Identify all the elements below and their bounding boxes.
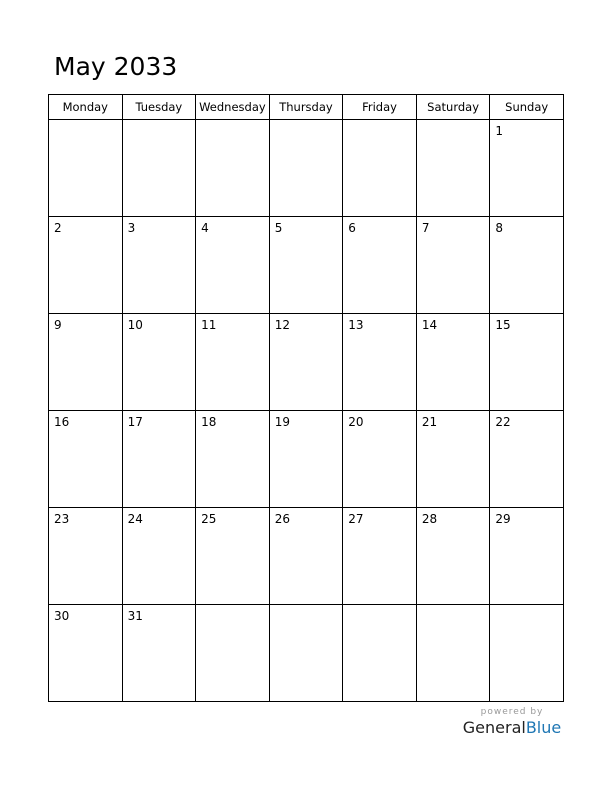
day-cell — [122, 217, 196, 314]
day-number — [270, 120, 343, 124]
day-number: 1 — [495, 124, 504, 138]
week-row-5 — [49, 508, 564, 605]
day-cell — [416, 217, 490, 314]
day-number: 6 — [348, 221, 356, 235]
day-cell — [490, 508, 564, 605]
day-cell — [269, 411, 343, 508]
week-row-4 — [49, 411, 564, 508]
day-cell — [343, 411, 417, 508]
day-cell — [49, 314, 123, 411]
day-cell — [490, 411, 564, 508]
day-number: 2 — [54, 221, 62, 235]
day-number: 24 — [127, 512, 143, 526]
day-number: 21 — [421, 415, 438, 429]
day-cell — [343, 508, 417, 605]
day-number — [417, 120, 490, 124]
day-number: 14 — [421, 318, 438, 332]
day-number — [123, 120, 196, 124]
day-cell — [416, 411, 490, 508]
weekday-thursday: Thursday — [269, 95, 343, 120]
day-number: 4 — [201, 221, 209, 235]
day-number: 10 — [127, 318, 143, 332]
day-cell — [416, 314, 490, 411]
day-number: 18 — [201, 415, 217, 429]
weekday-wednesday: Wednesday — [196, 95, 270, 120]
day-cell — [269, 120, 343, 217]
brand-name-blue: Blue — [525, 718, 562, 737]
day-cell — [122, 605, 196, 702]
day-cell — [343, 314, 417, 411]
day-number — [343, 605, 416, 609]
day-number — [343, 120, 416, 124]
brand-logo — [462, 718, 562, 738]
day-cell — [269, 508, 343, 605]
day-number: 25 — [201, 512, 217, 526]
day-cell — [49, 605, 123, 702]
week-row-3 — [49, 314, 564, 411]
day-cell — [122, 508, 196, 605]
day-cell — [269, 605, 343, 702]
day-number: 7 — [421, 221, 430, 235]
day-cell — [343, 217, 417, 314]
day-cell — [490, 605, 564, 702]
day-number: 12 — [274, 318, 290, 332]
day-number — [490, 605, 563, 609]
day-number: 27 — [348, 512, 364, 526]
day-number: 20 — [348, 415, 364, 429]
day-number: 28 — [421, 512, 438, 526]
day-number — [270, 605, 343, 609]
day-number: 17 — [127, 415, 143, 429]
page-title: May 2033 — [54, 52, 178, 81]
day-number: 11 — [201, 318, 217, 332]
powered-by-label: powered by — [480, 707, 544, 717]
day-cell — [416, 120, 490, 217]
day-cell — [49, 120, 123, 217]
day-number: 9 — [54, 318, 62, 332]
day-number: 3 — [127, 221, 136, 235]
day-cell — [196, 411, 270, 508]
week-row-2 — [49, 217, 564, 314]
day-cell — [49, 217, 123, 314]
calendar-grid — [48, 94, 564, 702]
weekday-sunday: Sunday — [490, 95, 564, 120]
day-number: 29 — [495, 512, 511, 526]
day-number — [196, 120, 269, 124]
day-cell — [122, 120, 196, 217]
day-number: 30 — [54, 609, 70, 623]
day-cell — [269, 217, 343, 314]
day-number: 22 — [495, 415, 511, 429]
day-number: 26 — [274, 512, 290, 526]
day-number — [196, 605, 269, 609]
day-cell — [122, 314, 196, 411]
day-cell — [49, 411, 123, 508]
day-cell — [343, 120, 417, 217]
day-cell — [343, 605, 417, 702]
day-cell — [196, 120, 270, 217]
day-cell — [49, 508, 123, 605]
day-number: 8 — [495, 221, 504, 235]
branding-footer — [462, 707, 562, 738]
day-cell — [490, 120, 564, 217]
day-number: 15 — [495, 318, 511, 332]
day-cell — [122, 411, 196, 508]
day-cell — [196, 508, 270, 605]
day-number: 19 — [274, 415, 290, 429]
weekday-monday: Monday — [49, 95, 123, 120]
weekday-saturday: Saturday — [416, 95, 490, 120]
day-cell — [490, 314, 564, 411]
weekday-friday: Friday — [343, 95, 417, 120]
brand-name-general: General — [462, 718, 526, 737]
weekday-tuesday: Tuesday — [122, 95, 196, 120]
day-cell — [416, 508, 490, 605]
day-number — [417, 605, 490, 609]
weekday-header-row — [49, 95, 564, 120]
week-row-1 — [49, 120, 564, 217]
day-number: 16 — [54, 415, 70, 429]
day-cell — [416, 605, 490, 702]
day-cell — [269, 314, 343, 411]
day-number: 5 — [274, 221, 283, 235]
week-row-6 — [49, 605, 564, 702]
day-cell — [196, 605, 270, 702]
day-cell — [196, 314, 270, 411]
day-number: 23 — [54, 512, 70, 526]
day-cell — [196, 217, 270, 314]
day-number: 31 — [127, 609, 143, 623]
day-number: 13 — [348, 318, 364, 332]
day-cell — [490, 217, 564, 314]
day-number — [49, 120, 122, 124]
